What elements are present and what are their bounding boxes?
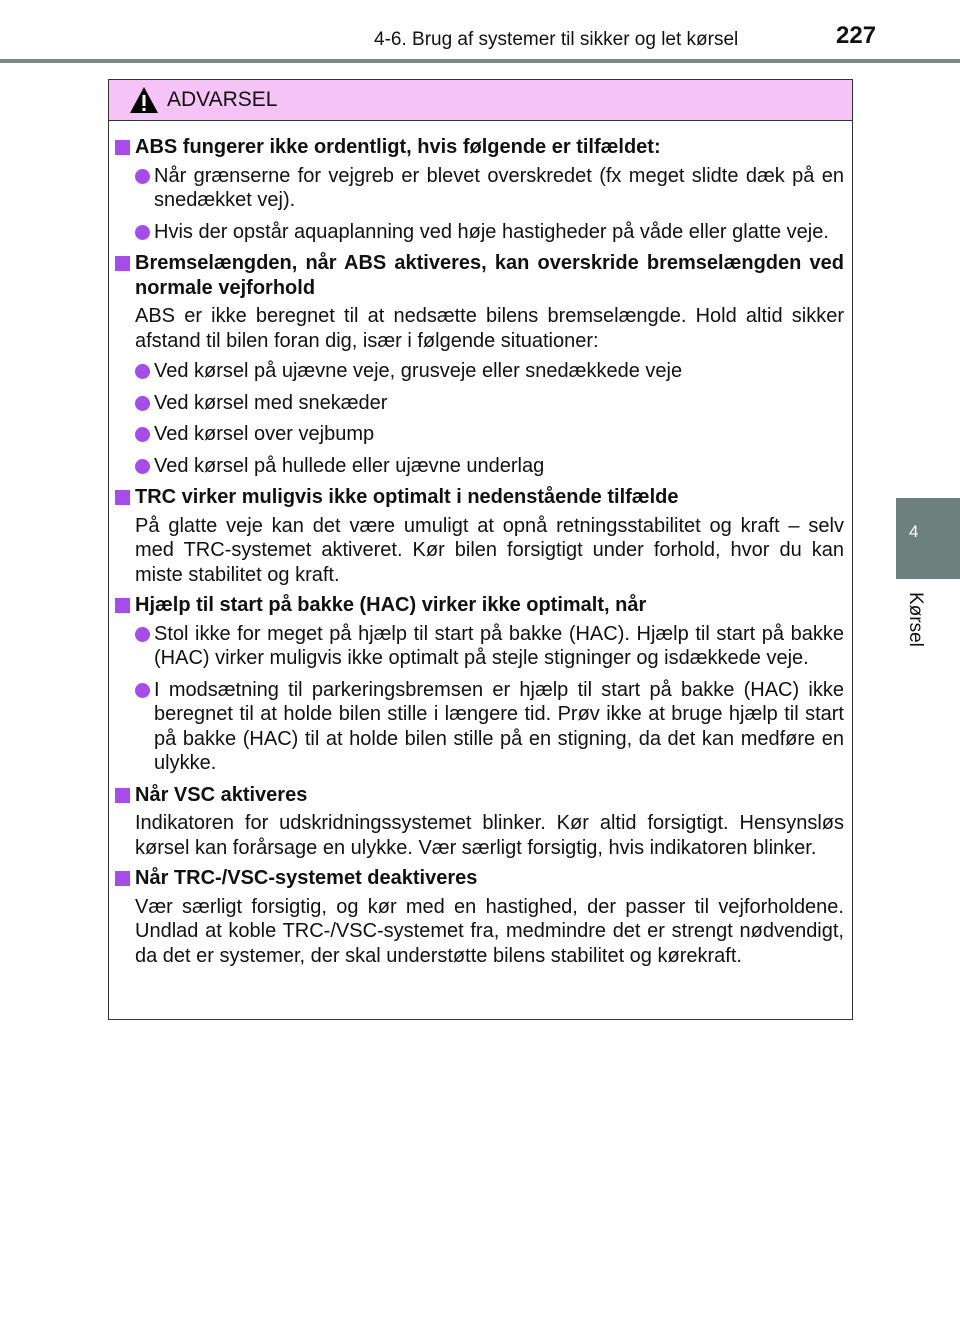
bullet-item: Når grænserne for vejgreb er blevet overskredet (fx meget slidte dæk på en snedækket vej). [115,164,844,213]
warning-triangle-icon [129,86,159,114]
section-heading: TRC virker muligvis ikke optimalt i nedenstående tilfælde [115,485,844,510]
warning-section [115,593,844,776]
page-number: 227 [836,22,877,49]
warning-section [115,485,844,587]
warning-section [115,251,844,478]
warning-section [115,866,844,968]
section-paragraph: Indikatoren for udskridningssystemet blinker. Kør altid forsigtigt. Hensynsløs kørsel kan forårsage en ulykke. Vær særligt forsigtig, hvis indikatoren blinker. [135,812,844,859]
section-heading: Når VSC aktiveres [115,783,844,808]
warning-header [109,80,852,121]
bullet-item: Hvis der opstår aquaplanning ved høje hastigheder på våde eller glatte veje. [115,220,844,245]
bullet-item: Ved kørsel over vejbump [115,422,844,447]
warning-section [115,783,844,861]
section-heading: ABS fungerer ikke ordentligt, hvis følgende er tilfældet: [115,135,844,160]
section-paragraph: ABS er ikke beregnet til at nedsætte bilens bremselængde. Hold altid sikker afstand til bilen foran dig, især i følgende situationer: [135,305,844,352]
bullet-item: Stol ikke for meget på hjælp til start på bakke (HAC). Hjælp til start på bakke (HAC) virker muligvis ikke optimalt på stejle stigninger og isdækkede veje. [115,622,844,671]
warning-section [115,135,844,244]
warning-box [108,79,853,1020]
bullet-item: I modsætning til parkeringsbremsen er hjælp til start på bakke (HAC) ikke beregnet til at holde bilen stille i længere tid. Prøv ikke at bruge hjælp til start på bakke (HAC) til at holde bilen stille på en stigning, da det kan medføre en ulykke. [115,678,844,776]
warning-content [109,121,852,968]
section-paragraph: Vær særligt forsigtig, og kør med en hastighed, der passer til vejforholdene. Undlad at koble TRC-/VSC-systemet fra, medmindre det er strengt nødvendigt, da det er systemer, der skal understøtte bilens stabilitet og kørekraft. [135,895,844,967]
section-heading: Når TRC-/VSC-systemet deaktiveres [115,866,844,891]
bullet-item: Ved kørsel på hullede eller ujævne underlag [115,454,844,479]
bullet-item: Ved kørsel med snekæder [115,391,844,416]
bullet-item: Ved kørsel på ujævne veje, grusveje eller snedækkede veje [115,359,844,384]
section-heading: Bremselængden, når ABS aktiveres, kan overskride bremselængden ved normale vejforhold [115,251,844,300]
warning-title: ADVARSEL [167,88,278,111]
chapter-tab [896,498,960,579]
header-divider [0,59,960,63]
section-title: 4-6. Brug af systemer til sikker og let kørsel [374,29,739,50]
section-paragraph: På glatte veje kan det være umuligt at opnå retningsstabilitet og kraft – selv med TRC-systemet aktiveret. Kør bilen forsigtigt under forhold, hvor du kan miste stabilitet og kraft. [135,514,844,586]
chapter-number: 4 [909,522,919,541]
section-heading: Hjælp til start på bakke (HAC) virker ikke optimalt, når [115,593,844,618]
chapter-label: Kørsel [905,592,926,647]
